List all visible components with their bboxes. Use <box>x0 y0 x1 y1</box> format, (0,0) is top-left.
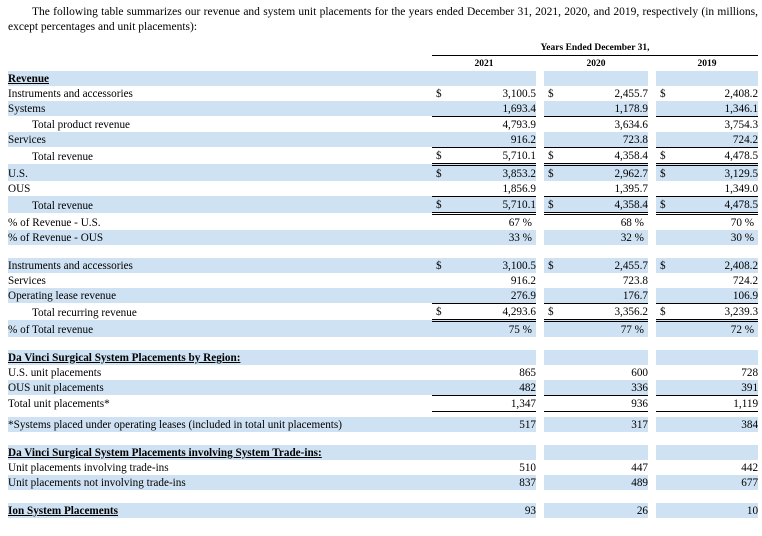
cell-value: 723.8 <box>562 132 648 148</box>
table-row <box>8 116 758 132</box>
table-row <box>8 460 758 475</box>
row-label: Operating lease revenue <box>8 288 432 304</box>
table-row <box>8 181 758 197</box>
currency-symbol: $ <box>656 258 674 273</box>
cell-value: 391 <box>674 380 758 396</box>
cell-value: 4,293.6 <box>450 303 536 320</box>
cell-value: 32 % <box>562 230 648 245</box>
row-label: U.S. <box>8 164 432 181</box>
currency-symbol: $ <box>544 303 562 320</box>
header-span-title: Years Ended December 31, <box>432 40 758 55</box>
row-label: Total revenue <box>8 196 432 213</box>
cell-value: 442 <box>741 461 759 474</box>
cell-value: 77 % <box>562 320 648 337</box>
currency-symbol: $ <box>656 196 674 213</box>
row-label: U.S. unit placements <box>8 366 102 379</box>
cell-value: 10 <box>674 503 758 518</box>
table-row <box>8 164 758 181</box>
row-label: Unit placements involving trade-ins <box>8 461 169 474</box>
revenue-placements-table <box>8 40 758 518</box>
table-row <box>8 475 758 490</box>
currency-symbol: $ <box>548 87 554 100</box>
section-title-trade-ins: Da Vinci Surgical System Placements involving System Trade-ins: <box>8 445 432 460</box>
row-label: % of Revenue - U.S. <box>8 216 101 229</box>
table-row <box>8 503 758 518</box>
row-label: Services <box>8 274 46 287</box>
cell-value: 2,455.7 <box>614 87 648 100</box>
cell-value: 3,634.6 <box>562 116 648 132</box>
section-title-row <box>8 71 758 86</box>
cell-value: 936 <box>562 395 648 411</box>
cell-value: 510 <box>519 461 536 474</box>
row-label: % of Revenue - OUS <box>8 230 432 245</box>
row-label: Services <box>8 132 432 148</box>
table-row <box>8 273 758 288</box>
table-row <box>8 365 758 380</box>
currency-symbol: $ <box>432 303 450 320</box>
cell-value: 67 % <box>508 216 532 229</box>
row-label: % of Total revenue <box>8 320 432 337</box>
cell-value: 68 % <box>620 216 644 229</box>
table-row <box>8 230 758 245</box>
cell-value: 176.7 <box>562 288 648 304</box>
table-row <box>8 258 758 273</box>
cell-value: 75 % <box>450 320 536 337</box>
currency-symbol: $ <box>544 147 562 164</box>
currency-symbol: $ <box>432 147 450 164</box>
cell-value: 384 <box>674 417 758 432</box>
cell-value: 336 <box>562 380 648 396</box>
table-row <box>8 213 758 230</box>
cell-value: 1,119 <box>674 395 758 411</box>
cell-value: 317 <box>562 417 648 432</box>
cell-value: 3,356.2 <box>562 303 648 320</box>
header-years-row <box>8 55 758 71</box>
currency-symbol: $ <box>544 258 562 273</box>
cell-value: 2,455.7 <box>562 258 648 273</box>
cell-value: 5,710.1 <box>450 147 536 164</box>
spacer-row <box>8 337 758 350</box>
table-row <box>8 196 758 213</box>
currency-symbol: $ <box>544 196 562 213</box>
row-label: Unit placements not involving trade-ins <box>8 475 432 490</box>
currency-symbol: $ <box>656 164 674 181</box>
cell-value: 4,358.4 <box>562 147 648 164</box>
cell-value: 724.2 <box>674 132 758 148</box>
currency-symbol: $ <box>656 147 674 164</box>
cell-value: 3,754.3 <box>674 116 758 132</box>
cell-value: 93 <box>450 503 536 518</box>
row-label: Total unit placements* <box>8 398 110 410</box>
spacer-row <box>8 490 758 503</box>
cell-value: 276.9 <box>450 288 536 304</box>
cell-value: 1,395.7 <box>614 182 648 195</box>
cell-value: 4,793.9 <box>450 116 536 132</box>
table-row <box>8 86 758 101</box>
year-2021: 2021 <box>474 58 494 69</box>
currency-symbol: $ <box>656 303 674 320</box>
cell-value: 26 <box>562 503 648 518</box>
section-title-placements-region: Da Vinci Surgical System Placements by Region: <box>8 350 432 365</box>
table-row <box>8 320 758 337</box>
cell-value: 72 % <box>674 320 758 337</box>
cell-value: 3,100.5 <box>502 87 536 100</box>
section-title-revenue: Revenue <box>8 71 432 86</box>
cell-value: 3,239.3 <box>674 303 758 320</box>
cell-value: 2,408.2 <box>724 87 759 100</box>
table-row <box>8 395 758 411</box>
cell-value: 677 <box>674 475 758 490</box>
cell-value: 3,129.5 <box>674 164 758 181</box>
cell-value: 482 <box>450 380 536 396</box>
cell-value: 3,100.5 <box>450 258 536 273</box>
cell-value: 1,178.9 <box>562 101 648 117</box>
cell-value: 33 % <box>450 230 536 245</box>
cell-value: 837 <box>450 475 536 490</box>
row-label: Total product revenue <box>32 118 130 131</box>
cell-value: 3,853.2 <box>450 164 536 181</box>
cell-value: 4,478.5 <box>674 147 758 164</box>
spacer-row <box>8 245 758 258</box>
cell-value: 2,408.2 <box>674 258 758 273</box>
row-label: Instruments and accessories <box>8 258 432 273</box>
cell-value: 2,962.7 <box>562 164 648 181</box>
cell-value: 1,347 <box>450 395 536 411</box>
currency-symbol: $ <box>432 196 450 213</box>
section-title-row <box>8 350 758 365</box>
cell-value: 447 <box>631 461 648 474</box>
currency-symbol: $ <box>432 164 450 181</box>
currency-symbol: $ <box>436 87 442 100</box>
currency-symbol: $ <box>660 87 666 100</box>
row-label: Total revenue <box>32 151 94 163</box>
cell-value: 4,358.4 <box>562 196 648 213</box>
cell-value: 489 <box>562 475 648 490</box>
spacer-row <box>8 432 758 445</box>
table-row <box>8 147 758 164</box>
header-span-row <box>8 40 758 55</box>
intro-paragraph: The following table summarizes our revenue and system unit placements for the years ended December 31, 2021, 2020, and 2019, respectively (in millions, except percentages and unit placements): <box>8 6 758 33</box>
row-label: Total recurring revenue <box>32 307 137 319</box>
cell-value: 600 <box>631 366 648 379</box>
table-row <box>8 132 758 148</box>
row-label: *Systems placed under operating leases (included in total unit placements) <box>8 417 432 432</box>
cell-value: 30 % <box>674 230 758 245</box>
section-title-ion: Ion System Placements <box>8 503 432 518</box>
table-row <box>8 417 758 432</box>
section-title-row <box>8 445 758 460</box>
cell-value: 70 % <box>730 216 755 229</box>
year-2019: 2019 <box>697 58 717 69</box>
row-label: Instruments and accessories <box>8 87 133 100</box>
cell-value: 865 <box>519 366 536 379</box>
cell-value: 106.9 <box>674 288 758 304</box>
table-row <box>8 380 758 396</box>
cell-value: 916.2 <box>450 132 536 148</box>
table-row <box>8 303 758 320</box>
cell-value: 1,856.9 <box>502 182 536 195</box>
cell-value: 724.2 <box>732 274 759 287</box>
cell-value: 916.2 <box>510 274 536 287</box>
row-label: OUS <box>8 183 31 195</box>
currency-symbol: $ <box>432 258 450 273</box>
table-row <box>8 101 758 117</box>
table-row <box>8 288 758 304</box>
cell-value: 4,478.5 <box>674 196 758 213</box>
row-label: Systems <box>8 101 432 117</box>
currency-symbol: $ <box>544 164 562 181</box>
cell-value: 1,693.4 <box>450 101 536 117</box>
cell-value: 723.8 <box>622 274 648 287</box>
cell-value: 517 <box>450 417 536 432</box>
cell-value: 1,349.0 <box>724 182 759 195</box>
cell-value: 1,346.1 <box>674 101 758 117</box>
cell-value: 728 <box>741 366 759 379</box>
year-2020: 2020 <box>586 58 606 69</box>
cell-value: 5,710.1 <box>450 196 536 213</box>
row-label: OUS unit placements <box>8 380 432 396</box>
